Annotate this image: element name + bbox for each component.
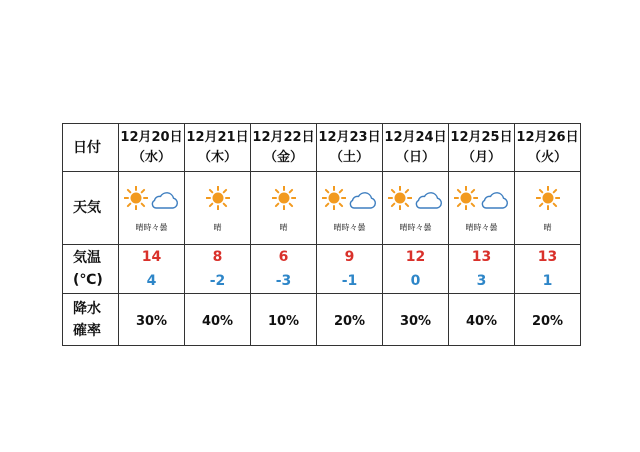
weather-text: 晴時々曇 (399, 223, 432, 232)
rain-cell-2 (251, 294, 317, 346)
rain-label-line1: 降水 (73, 300, 101, 317)
high-temp: 14 (141, 249, 162, 265)
date-cell-1 (185, 124, 251, 172)
sun-icon (124, 186, 148, 214)
date-text: 12月21日 (186, 129, 249, 145)
cloud-icon (479, 189, 509, 215)
rain-cell-6 (515, 294, 581, 346)
rain-cell-0 (119, 294, 185, 346)
low-temp: 1 (542, 273, 553, 289)
low-temp: -2 (209, 273, 226, 289)
date-text: 12月24日 (384, 129, 447, 145)
low-temp: -1 (341, 273, 358, 289)
weekday-text: （金） (263, 149, 303, 165)
weather-cell-2 (251, 172, 317, 245)
date-cell-3 (317, 124, 383, 172)
rain-cell-4 (383, 294, 449, 346)
date-cell-0 (119, 124, 185, 172)
weather-text: 晴 (543, 223, 552, 232)
temp-cell-0 (119, 245, 185, 294)
weather-text: 晴時々曇 (135, 223, 168, 232)
date-text: 12月25日 (450, 129, 513, 145)
date-text: 12月23日 (318, 129, 381, 145)
weekday-text: （月） (461, 149, 501, 165)
low-temp: -3 (275, 273, 292, 289)
temperature-header (63, 245, 119, 294)
weather-header: 天気 (63, 172, 119, 245)
rain-probability: 10% (267, 314, 300, 329)
rain-probability: 40% (201, 314, 234, 329)
weather-cell-5 (449, 172, 515, 245)
temp-cell-2 (251, 245, 317, 294)
weather-cell-0 (119, 172, 185, 245)
weather-cell-4 (383, 172, 449, 245)
weather-text: 晴 (279, 223, 288, 232)
temp-cell-4 (383, 245, 449, 294)
weekday-text: （火） (527, 149, 567, 165)
high-temp: 9 (344, 249, 355, 265)
cloud-icon (149, 189, 179, 215)
sun-icon (272, 186, 296, 214)
rain-cell-5 (449, 294, 515, 346)
rain-label-line2: 確率 (73, 322, 101, 339)
cloud-icon (347, 189, 377, 215)
weekday-text: （土） (329, 149, 369, 165)
temp-label-line1: 気温 (73, 250, 101, 266)
precipitation-row (63, 294, 581, 346)
weekday-text: （木） (197, 149, 237, 165)
rain-probability: 30% (135, 314, 168, 329)
date-cell-5 (449, 124, 515, 172)
sun-icon (206, 186, 230, 214)
rain-probability: 30% (399, 314, 432, 329)
cloud-icon (413, 189, 443, 215)
temp-cell-6 (515, 245, 581, 294)
date-text: 12月26日 (516, 129, 579, 145)
precipitation-header (63, 294, 119, 346)
rain-cell-1 (185, 294, 251, 346)
low-temp: 4 (146, 273, 157, 289)
low-temp: 0 (410, 273, 421, 289)
rain-cell-3 (317, 294, 383, 346)
low-temp: 3 (476, 273, 487, 289)
rain-probability: 40% (465, 314, 498, 329)
high-temp: 8 (212, 249, 223, 265)
weather-cell-3 (317, 172, 383, 245)
date-cell-2 (251, 124, 317, 172)
sun-icon (536, 186, 560, 214)
rain-probability: 20% (531, 314, 564, 329)
weather-forecast-table (62, 123, 581, 346)
weather-cell-1 (185, 172, 251, 245)
weekday-text: （水） (131, 149, 171, 165)
date-text: 12月20日 (120, 129, 183, 145)
weather-text: 晴 (213, 223, 222, 232)
weather-cell-6 (515, 172, 581, 245)
high-temp: 13 (537, 249, 558, 265)
temperature-row (63, 245, 581, 294)
high-temp: 6 (278, 249, 289, 265)
temp-cell-3 (317, 245, 383, 294)
high-temp: 12 (405, 249, 426, 265)
sun-icon (454, 186, 478, 214)
sun-icon (322, 186, 346, 214)
date-cell-6 (515, 124, 581, 172)
temp-cell-1 (185, 245, 251, 294)
weather-text: 晴時々曇 (465, 223, 498, 232)
sun-icon (388, 186, 412, 214)
temp-label-line2: (℃) (73, 272, 103, 288)
date-row (63, 124, 581, 172)
weather-row (63, 172, 581, 245)
temp-cell-5 (449, 245, 515, 294)
weekday-text: （日） (395, 149, 435, 165)
weather-text: 晴時々曇 (333, 223, 366, 232)
date-text: 12月22日 (252, 129, 315, 145)
rain-probability: 20% (333, 314, 366, 329)
high-temp: 13 (471, 249, 492, 265)
date-cell-4 (383, 124, 449, 172)
date-header: 日付 (63, 124, 119, 172)
